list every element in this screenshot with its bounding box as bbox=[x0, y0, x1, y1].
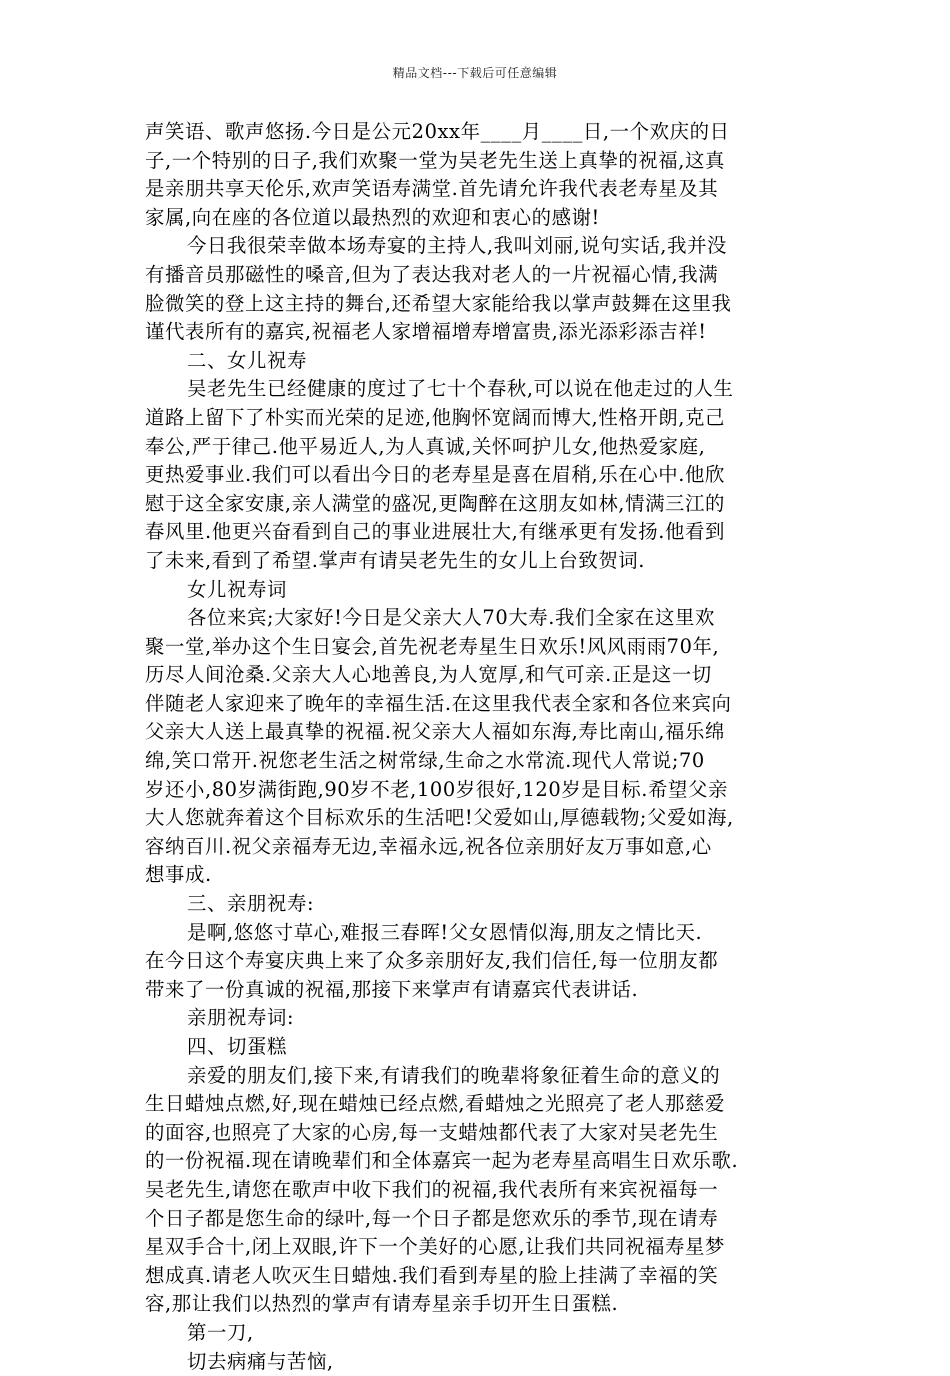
text-line: 更热爱事业.我们可以看出今日的老寿星是喜在眉稍,乐在心中.他欣 bbox=[145, 463, 726, 487]
text-line: 大人您就奔着这个目标欢乐的生活吧!父爱如山,厚德载物;父爱如海, bbox=[145, 806, 734, 830]
text-line: 今日我很荣幸做本场寿宴的主持人,我叫刘丽,说句实话,我并没 bbox=[187, 234, 728, 258]
text-line: 容,那让我们以热烈的掌声有请寿星亲手切开生日蛋糕. bbox=[145, 1292, 619, 1316]
text-line: 想成真.请老人吹灭生日蜡烛.我们看到寿星的脸上挂满了幸福的笑 bbox=[145, 1263, 719, 1287]
text-line: 生日蜡烛点燃,好,现在蜡烛已经点燃,看蜡烛之光照亮了老人那慈爱 bbox=[145, 1092, 726, 1116]
text-line: 三、亲朋祝寿: bbox=[187, 892, 315, 916]
text-line: 四、切蛋糕 bbox=[187, 1035, 287, 1058]
text-line: 奉公,严于律己.他平易近人,为人真诚,关怀呵护儿女,他热爱家庭, bbox=[145, 434, 706, 458]
text-line: 第一刀, bbox=[187, 1320, 254, 1344]
text-line: 亲爱的朋友们,接下来,有请我们的晚辈将象征着生命的意义的 bbox=[187, 1063, 721, 1087]
text-line: 子,一个特别的日子,我们欢聚一堂为吴老先生送上真挚的祝福,这真 bbox=[145, 148, 726, 172]
text-line: 历尽人间沧桑.父亲大人心地善良,为人宽厚,和气可亲.正是这一切 bbox=[145, 663, 712, 687]
text-line: 有播音员那磁性的嗓音,但为了表达我对老人的一片祝福心情,我满 bbox=[145, 262, 719, 286]
text-line: 家属,向在座的各位道以最热烈的欢迎和衷心的感谢! bbox=[145, 205, 600, 229]
document-body bbox=[145, 118, 805, 1376]
text-line: 各位来宾;大家好!今日是父亲大人70大寿.我们全家在这里欢 bbox=[187, 606, 715, 630]
text-line: 女儿祝寿词 bbox=[187, 577, 287, 601]
text-line: 聚一堂,举办这个生日宴会,首先祝老寿星生日欢乐!风风雨雨70年, bbox=[145, 634, 720, 658]
text-line: 吴老先生已经健康的度过了七十个春秋,可以说在他走过的人生 bbox=[187, 377, 734, 401]
text-line: 二、女儿祝寿 bbox=[187, 348, 307, 372]
text-line: 谨代表所有的嘉宾,祝福老人家增福增寿增富贵,添光添彩添吉祥! bbox=[145, 320, 707, 344]
text-line: 父亲大人送上最真挚的祝福.祝父亲大人福如东海,寿比南山,福乐绵 bbox=[145, 720, 726, 744]
text-line: 带来了一份真诚的祝福,那接下来掌声有请嘉宾代表讲话. bbox=[145, 977, 639, 1001]
text-line: 容纳百川.祝父亲福寿无边,幸福永远,祝各位亲朋好友万事如意,心 bbox=[145, 834, 712, 858]
text-line: 道路上留下了朴实而光荣的足迹,他胸怀宽阔而博大,性格开朗,克己 bbox=[145, 405, 726, 429]
text-line: 了未来,看到了希望.掌声有请吴老先生的女儿上台致贺词. bbox=[145, 548, 646, 572]
text-line: 星双手合十,闭上双眼,许下一个美好的心愿,让我们共同祝福寿星梦 bbox=[145, 1235, 726, 1259]
text-line: 绵,笑口常开.祝您老生活之树常绿,生命之水常流.现代人常说;70 bbox=[145, 749, 705, 773]
text-line: 是啊,悠悠寸草心,难报三春晖!父女恩情似海,朋友之情比天. bbox=[187, 920, 703, 944]
text-line: 岁还小,80岁满街跑,90岁不老,100岁很好,120岁是目标.希望父亲 bbox=[145, 777, 728, 801]
text-line: 慰于这全家安康,亲人满堂的盛况,更陶醉在这朋友如林,情满三江的 bbox=[145, 491, 726, 515]
text-line: 声笑语、歌声悠扬.今日是公元20xx年____月____日,一个欢庆的日 bbox=[145, 120, 730, 143]
text-line: 亲朋祝寿词: bbox=[187, 1006, 295, 1030]
text-line: 伴随老人家迎来了晚年的幸福生活.在这里我代表全家和各位来宾向 bbox=[145, 691, 732, 715]
text-line: 的一份祝福.现在请晚辈们和全体嘉宾一起为老寿星高唱生日欢乐歌. bbox=[145, 1149, 739, 1173]
text-line: 切去病痛与苦恼, bbox=[187, 1349, 334, 1373]
text-line: 脸微笑的登上这主持的舞台,还希望大家能给我以掌声鼓舞在这里我 bbox=[145, 291, 732, 315]
text-line: 在今日这个寿宴庆典上来了众多亲朋好友,我们信任,每一位朋友都 bbox=[145, 949, 719, 973]
text-line: 个日子都是您生命的绿叶,每一个日子都是您欢乐的季节,现在请寿 bbox=[145, 1206, 719, 1230]
text-line: 想事成. bbox=[145, 863, 212, 887]
text-line: 春风里.他更兴奋看到自己的事业进展壮大,有继承更有发扬.他看到 bbox=[145, 520, 726, 544]
text-line: 是亲朋共享天伦乐,欢声笑语寿满堂.首先请允许我代表老寿星及其 bbox=[145, 177, 719, 201]
page-header: 精品文档---下载后可任意编辑 bbox=[392, 66, 558, 80]
text-line: 的面容,也照亮了大家的心房,每一支蜡烛都代表了大家对吴老先生 bbox=[145, 1120, 719, 1144]
text-line: 吴老先生,请您在歌声中收下我们的祝福,我代表所有来宾祝福每一 bbox=[145, 1177, 719, 1201]
